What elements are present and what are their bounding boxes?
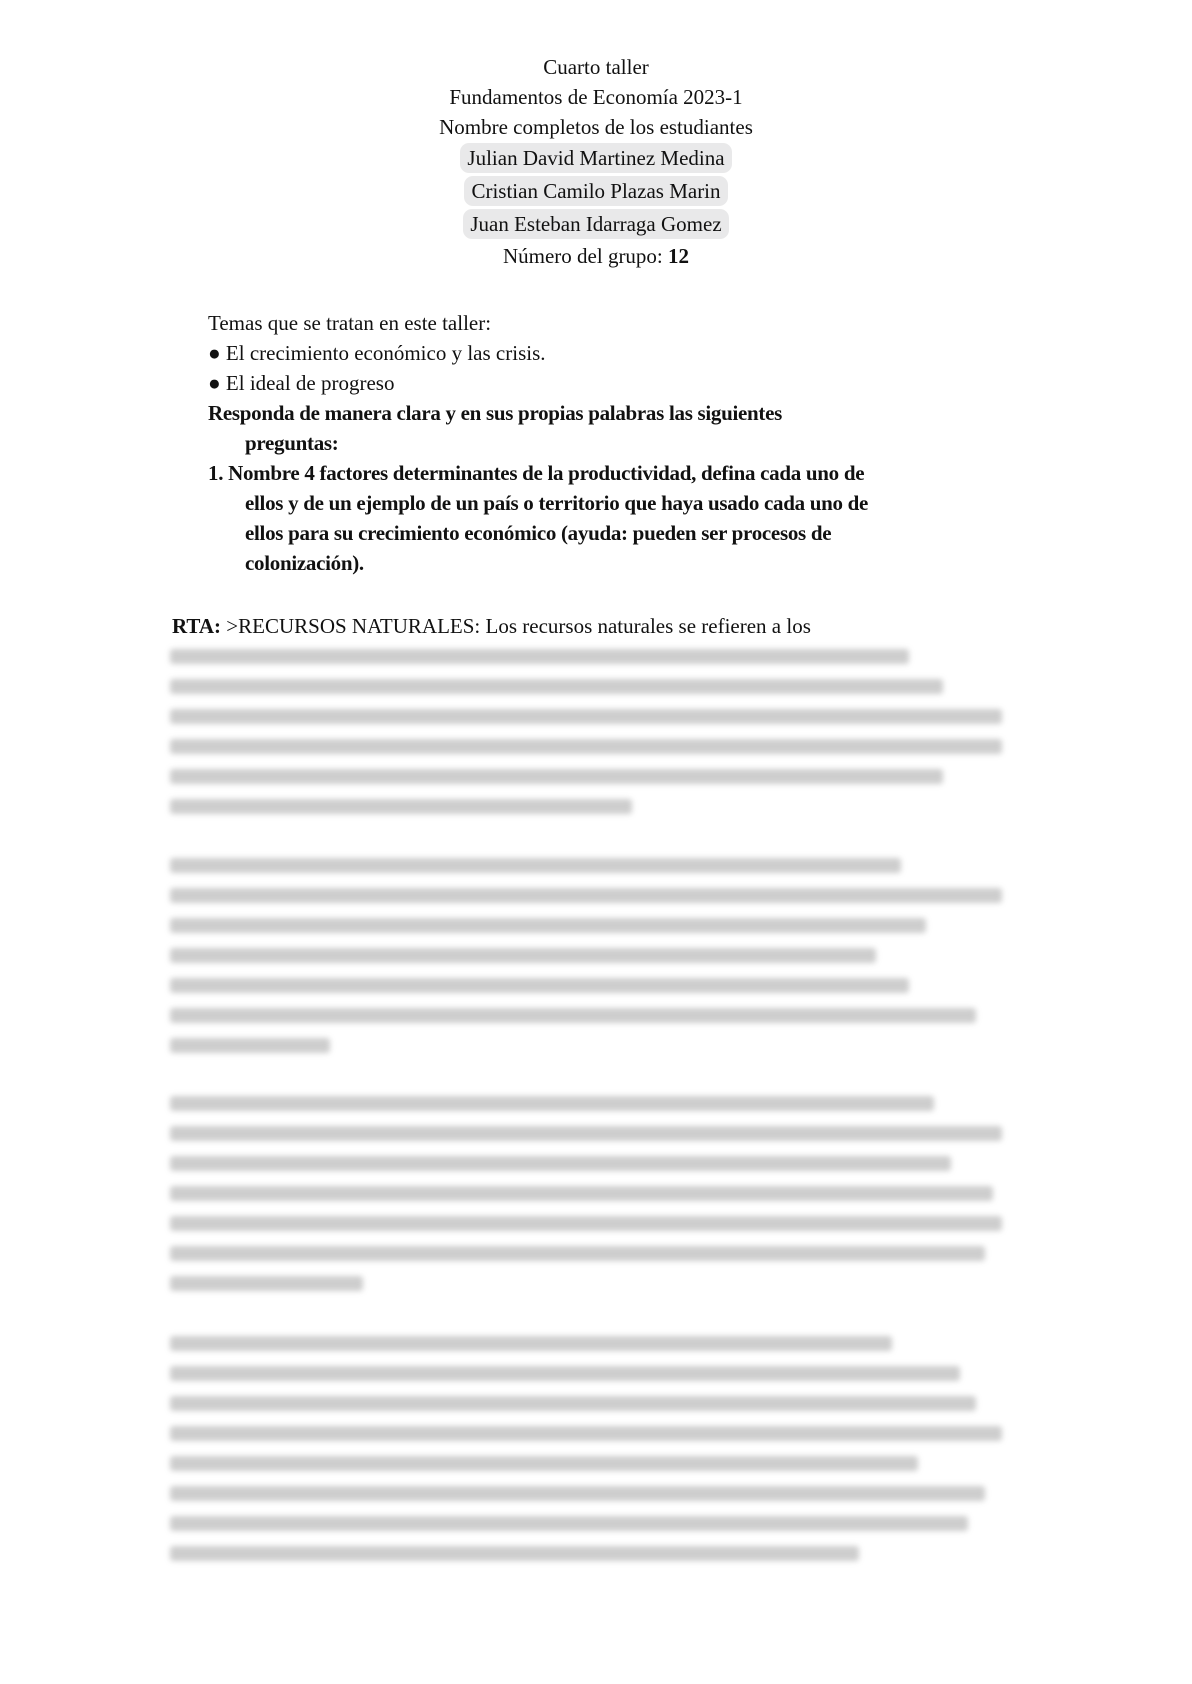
blurred-text-line <box>170 1096 934 1111</box>
question-line: colonización). <box>245 551 364 575</box>
topic-item: ● El crecimiento económico y las crisis. <box>208 341 546 365</box>
blurred-text-line <box>170 649 909 664</box>
blurred-text-line <box>170 1216 1002 1231</box>
blurred-paragraph <box>170 649 1010 829</box>
group-number-line <box>0 241 1192 271</box>
blurred-paragraph <box>170 1336 1010 1576</box>
topic-item: ● El ideal de progreso <box>208 371 395 395</box>
answer-text: >RECURSOS NATURALES: Los recursos naturales se refieren a los <box>221 614 811 638</box>
blurred-text-line <box>170 799 632 814</box>
student-name: Juan Esteban Idarraga Gomez <box>463 209 728 239</box>
blurred-text-line <box>170 1456 918 1471</box>
students-label: Nombre completos de los estudiantes <box>439 115 753 139</box>
blurred-text-line <box>170 1516 968 1531</box>
blurred-text-line <box>170 1246 985 1261</box>
blurred-text-line <box>170 1426 1002 1441</box>
instruction-line: Responda de manera clara y en sus propias palabras las siguientes <box>208 401 783 425</box>
answer-first-line <box>172 611 811 641</box>
blurred-text-line <box>170 1038 330 1053</box>
student-name: Julian David Martinez Medina <box>460 143 731 173</box>
blurred-paragraph <box>170 858 1010 1068</box>
question-line: ellos y de un ejemplo de un país o territorio que haya usado cada uno de <box>245 491 869 515</box>
blurred-text-line <box>170 948 876 963</box>
blurred-text-line <box>170 739 1002 754</box>
blurred-text-line <box>170 918 926 933</box>
question-line: ellos para su crecimiento económico (ayuda: pueden ser procesos de <box>245 521 832 545</box>
blurred-text-line <box>170 1156 951 1171</box>
blurred-text-line <box>170 1546 859 1561</box>
group-label: Número del grupo: <box>502 244 669 268</box>
blurred-text-line <box>170 1186 993 1201</box>
student-name: Cristian Camilo Plazas Marin <box>464 176 727 206</box>
blurred-paragraph <box>170 1096 1010 1306</box>
blurred-text-line <box>170 769 943 784</box>
blurred-text-line <box>170 1486 985 1501</box>
blurred-text-line <box>170 679 943 694</box>
topics-intro: Temas que se tratan en este taller: <box>208 311 492 335</box>
question-line: 1. Nombre 4 factores determinantes de la productividad, defina cada uno de <box>208 461 865 485</box>
course-name: Fundamentos de Economía 2023-1 <box>449 85 743 109</box>
blurred-text-line <box>170 888 1002 903</box>
instruction-line: preguntas: <box>245 431 339 455</box>
blurred-text-line <box>170 1336 892 1351</box>
topics-section <box>208 308 1008 578</box>
blurred-text-line <box>170 709 1002 724</box>
document-title: Cuarto taller <box>543 55 649 79</box>
blurred-text-line <box>170 858 901 873</box>
document-header <box>0 52 1192 271</box>
blurred-text-line <box>170 1276 363 1291</box>
blurred-text-line <box>170 1366 960 1381</box>
blurred-text-line <box>170 978 909 993</box>
group-number: 12 <box>668 244 690 268</box>
answer-label: RTA: <box>172 614 222 638</box>
blurred-text-line <box>170 1008 976 1023</box>
blurred-text-line <box>170 1396 976 1411</box>
blurred-text-line <box>170 1126 1002 1141</box>
